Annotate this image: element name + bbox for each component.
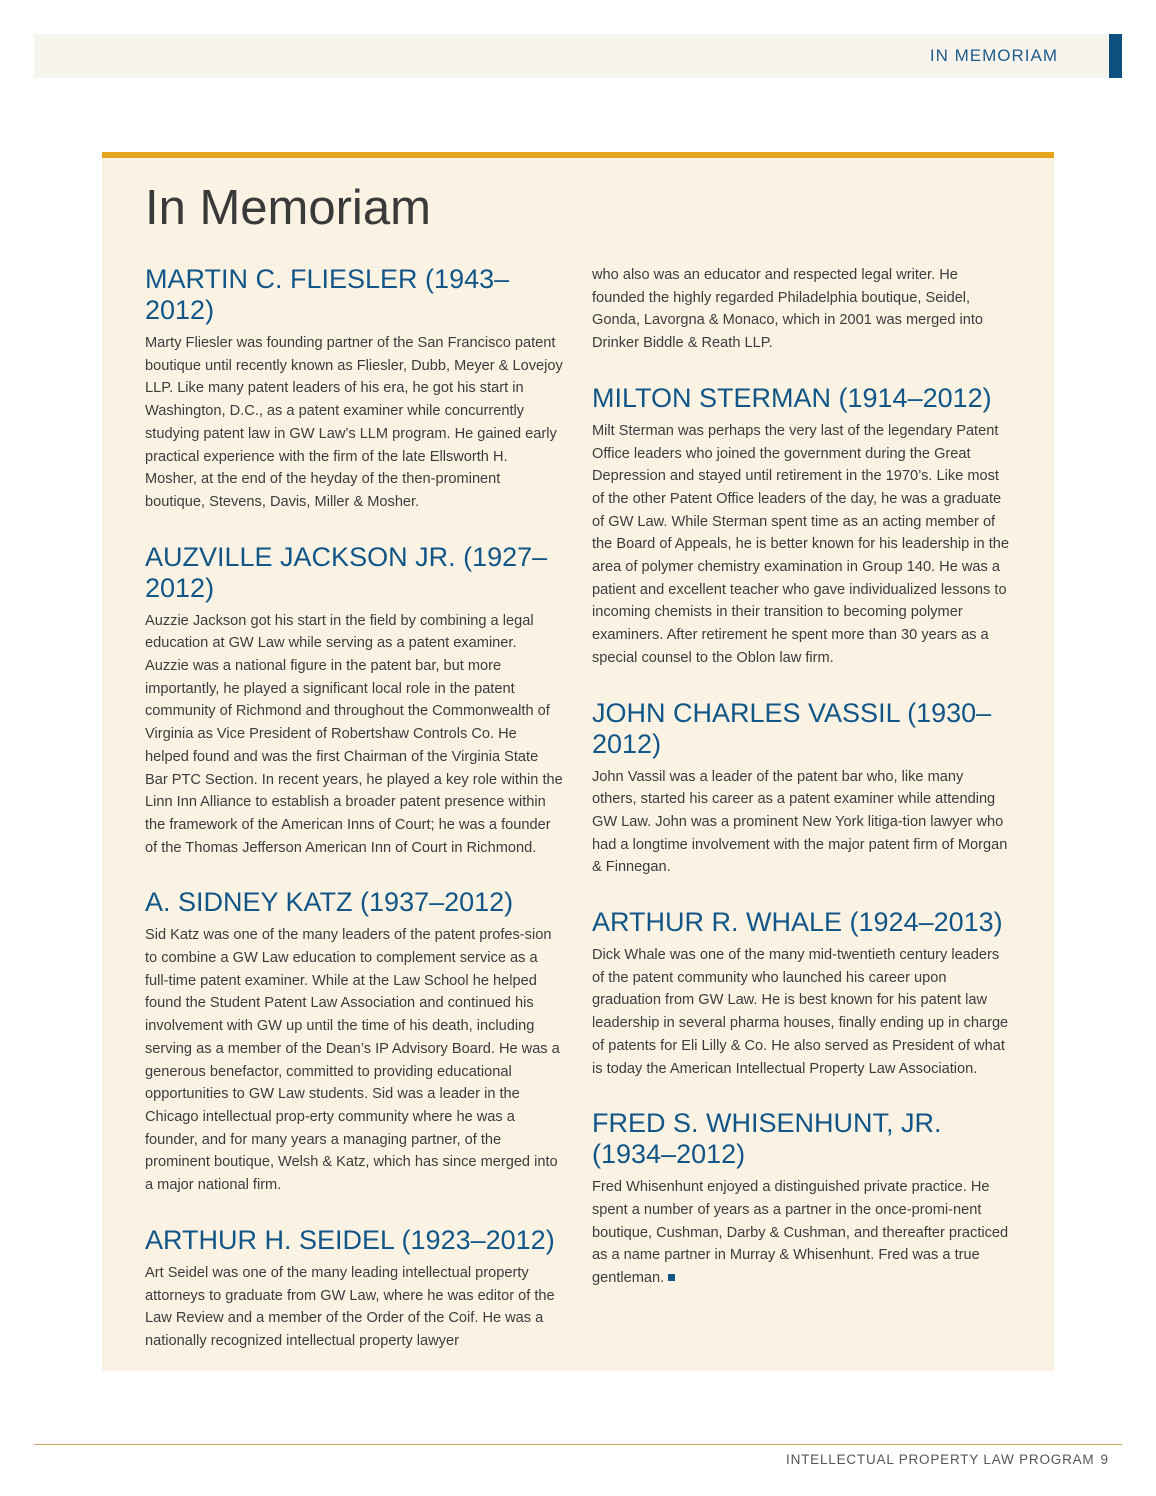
memorial-entry	[592, 1108, 1010, 1290]
entry-name: JOHN CHARLES VASSIL (1930–2012)	[592, 697, 992, 759]
page-number: 9	[1100, 1452, 1108, 1467]
entry-name: ARTHUR H. SEIDEL (1923–2012)	[145, 1224, 555, 1255]
entry-name: MILTON STERMAN (1914–2012)	[592, 382, 992, 413]
entry-text-wrap	[592, 1176, 1010, 1290]
memorial-entry	[145, 264, 563, 514]
memorial-entry	[145, 887, 563, 1196]
entry-text-continued: who also was an educator and respected legal writer. He founded the highly regarded Philadelphia boutique, Seidel, Gonda, Lavorgna & Monaco, which in 2001 was merged into Drinker Biddle & Reath LLP.	[592, 267, 984, 352]
footer	[786, 1452, 1108, 1467]
entry-name: A. SIDNEY KATZ (1937–2012)	[145, 887, 514, 918]
left-column	[145, 264, 563, 1381]
memorial-entry	[592, 383, 1010, 670]
entry-text: Marty Fliesler was founding partner of the San Francisco patent boutique until recently known as Fliesler, Dubb, Meyer & Lovejoy LLP. Like many patent leaders of his era, he got his start in Washington, D.C., as a patent examiner while concurrently studying patent law in GW Law’s LLM program. He gained early practical experience with the firm of the late Ellsworth H. Mosher, at the end of the heyday of the then-prominent boutique, Stevens, Davis, Miller & Mosher.	[145, 335, 563, 510]
entry-text: Dick Whale was one of the many mid-twentieth century leaders of the patent community who launched his career upon graduation from GW Law. He is best known for his patent law leadership in several pharma houses, finally ending up in charge of patents for Eli Lilly & Co. He also served as President of what is today the American Intellectual Property Law Association.	[592, 947, 1009, 1077]
page-title: In Memoriam	[145, 181, 431, 235]
header-accent-tab	[1109, 34, 1122, 78]
entry-name: ARTHUR R. WHALE (1924–2013)	[592, 907, 1003, 938]
entry-text: Milt Sterman was perhaps the very last of the legendary Patent Office leaders who joined the government during the Great Depression and stayed until retirement in the 1970’s. Like most of the other Patent Office leaders of the day, he was a graduate of GW Law. While Sterman spent time as an acting member of the Board of Appeals, he is better known for his leadership in the area of polymer chemistry examination in Group 140. He was a patient and excellent teacher who gave individualized lessons to incoming chemists in their transition to becoming polymer examiners. After retirement he spent more than 30 years as a special counsel to the Oblon law firm.	[592, 422, 1009, 666]
entry-text: Sid Katz was one of the many leaders of the patent profes-sion to combine a GW Law education to complement service as a full-time patent examiner. While at the Law School he helped found the Student Patent Law Association and continued his involvement with GW up until the time of his death, including serving as a member of the Dean’s IP Advisory Board. He was a generous benefactor, committed to providing educational opportunities to GW Law students. Sid was a leader in the Chicago intellectual prop-erty community where he was a founder, and for many years a managing partner, of the prominent boutique, Welsh & Katz, which has since merged into a major national firm.	[145, 927, 560, 1194]
memorial-entry-continued	[592, 264, 1010, 355]
entry-text: John Vassil was a leader of the patent bar who, like many others, started his career as a patent examiner while attending GW Law. John was a prominent New York litiga-tion lawyer who had a longtime involvement with the major patent firm of Morgan & Finnegan.	[592, 768, 1008, 876]
entry-text: Fred Whisenhunt enjoyed a distinguished private practice. He spent a number of years as a partner in the once-promi-nent boutique, Cushman, Darby & Cushman, and thereafter practiced as a name partner in Murray & Whisenhunt. Fred was a true gentleman.	[592, 1179, 1009, 1287]
entry-name: FRED S. WHISENHUNT, JR. (1934–2012)	[592, 1108, 942, 1170]
footer-rule	[34, 1444, 1122, 1445]
end-mark-icon	[668, 1274, 675, 1281]
memorial-entry	[145, 1225, 563, 1353]
entry-text: Art Seidel was one of the many leading intellectual property attorneys to graduate from GW Law, where he was editor of the Law Review and a member of the Order of the Coif. He was a nationally recognized intellectual property lawyer	[145, 1264, 555, 1349]
entry-text: Auzzie Jackson got his start in the field by combining a legal education at GW Law while serving as a patent examiner. Auzzie was a national figure in the patent bar, but more importantly, he played a significant local role in the patent community of Richmond and throughout the Commonwealth of Virginia as Vice President of Robertshaw Controls Co. He helped found and was the first Chairman of the Virginia State Bar PTC Section. In recent years, he played a key role within the Linn Inn Alliance to establish a broader patent presence within the framework of the American Inns of Court; he was a founder of the Thomas Jefferson American Inn of Court in Richmond.	[145, 612, 563, 856]
memorial-entry	[592, 698, 1010, 880]
entry-name: MARTIN C. FLIESLER (1943–2012)	[145, 264, 510, 325]
right-column	[592, 264, 1010, 1318]
entry-name: AUZVILLE JACKSON JR. (1927–2012)	[145, 541, 548, 603]
section-label: IN MEMORIAM	[929, 46, 1058, 65]
memorial-entry	[145, 542, 563, 860]
footer-program: INTELLECTUAL PROPERTY LAW PROGRAM	[786, 1452, 1095, 1467]
memorial-entry	[592, 907, 1010, 1080]
running-header	[34, 34, 1122, 78]
memoriam-panel	[102, 152, 1054, 1371]
